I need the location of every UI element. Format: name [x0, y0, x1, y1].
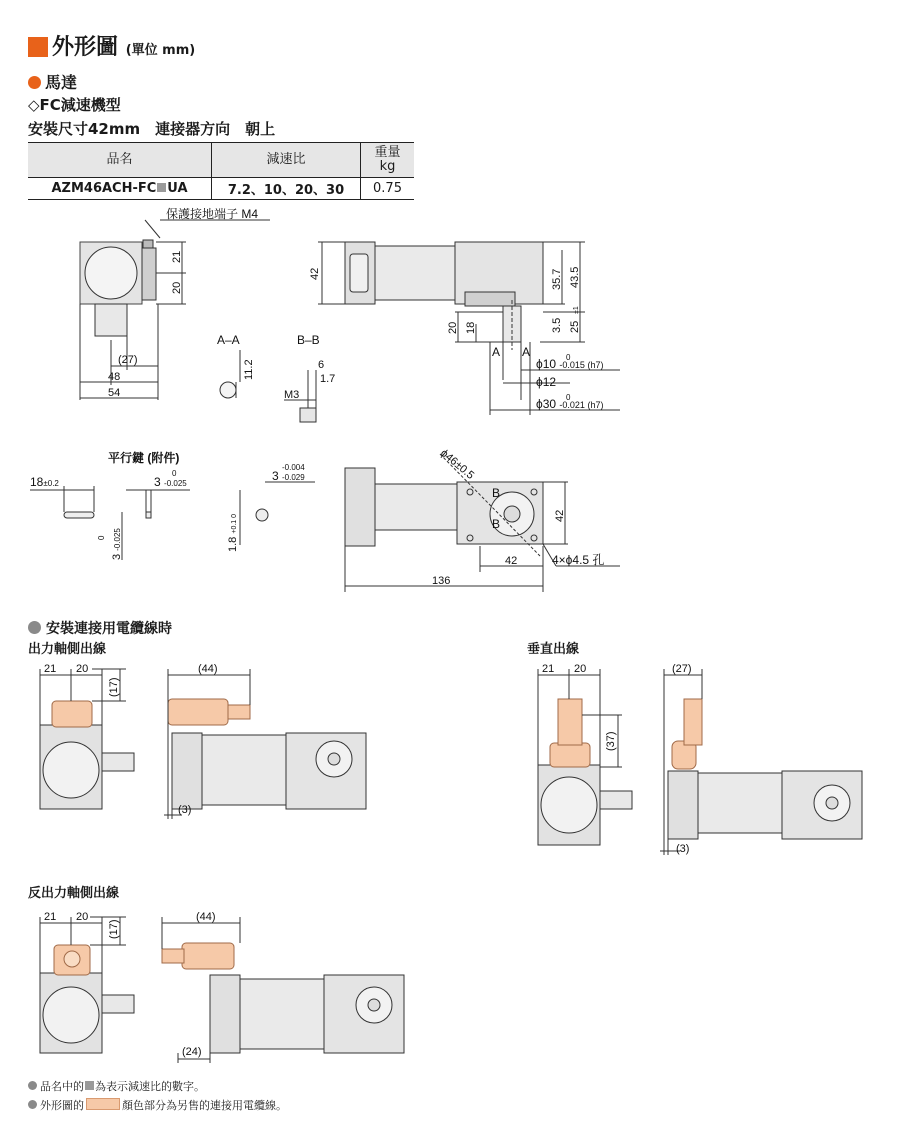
dim-phi30-tol0: 0: [566, 393, 571, 402]
parallel-key-label: 平行鍵 (附件): [108, 451, 180, 465]
gray-bullet-icon: [28, 1081, 37, 1090]
col-model: 品名: [28, 143, 212, 178]
vertical-front-drawing: [538, 669, 632, 845]
section-motor: 馬達: [28, 70, 77, 93]
col-ratio: 減速比: [212, 143, 361, 178]
page-title: 外形圖 (單位 mm): [28, 30, 195, 61]
dim-20-vertical: 20: [574, 663, 587, 675]
section-a-right: A: [522, 345, 531, 359]
gray-bullet-icon: [28, 1100, 37, 1109]
dim-key-3b: 3 -0.025: [111, 528, 123, 560]
model-cell: AZM46ACH-FC UA: [28, 178, 212, 200]
section-b-top: B: [492, 486, 501, 500]
key-section-bb: [300, 408, 316, 422]
dim-54: 54: [108, 387, 121, 399]
gear-type: ◇FC減速機型: [28, 96, 121, 114]
dim-phi10-tol0: 0: [566, 353, 571, 362]
dim-20: 20: [171, 281, 183, 294]
dim-1-7: 1.7: [320, 373, 336, 385]
cable-color-swatch: [86, 1098, 120, 1110]
dim-20-opposite: 20: [76, 911, 89, 923]
dim-44-opposite: (44): [196, 911, 216, 923]
orange-square-icon: [28, 37, 48, 57]
section-b-bottom: B: [492, 517, 501, 531]
placeholder-square-icon: [85, 1081, 94, 1090]
dim-18: 18: [465, 321, 477, 334]
dim-25-tol: ±1: [573, 306, 580, 314]
dim-37-vertical: (37): [605, 731, 617, 751]
dim-21-vertical: 21: [542, 663, 555, 675]
dim-shaft-3: 3: [272, 469, 279, 483]
cable-drawings: [0, 655, 900, 1075]
vertical-side-drawing: [660, 669, 862, 855]
dim-20-side: 20: [447, 321, 459, 334]
dim-3-5: 3.5: [551, 317, 563, 333]
dim-1-8: 1.8 +0.1 0: [227, 513, 239, 552]
shaft-end-view: [256, 509, 268, 521]
dim-17-output: (17): [108, 677, 120, 697]
spec-table: [28, 142, 414, 200]
dim-21: 21: [171, 250, 183, 263]
dim-3-output: (3): [178, 804, 192, 816]
dim-48: 48: [108, 371, 121, 383]
note-2: 外形圖的 顏色部分為另售的連接用電纜線。: [28, 1097, 287, 1113]
dim-42-flange-v: 42: [554, 509, 566, 522]
ratio-cell: 7.2、10、20、30: [212, 178, 361, 200]
dim-shaft-3-tol1: -0.004: [282, 463, 305, 472]
output-side-drawing: [164, 669, 366, 819]
dim-24-opposite: (24): [182, 1046, 202, 1058]
dim-shaft-3-tol2: -0.029: [282, 473, 305, 482]
table-row: [28, 178, 414, 200]
dim-key-3-tol0: 0: [172, 469, 177, 478]
section-cable: 安裝連接用電纜線時: [28, 618, 172, 638]
dim-21-output: 21: [44, 663, 57, 675]
dim-42-side: 42: [309, 267, 321, 280]
holes-label: 4×ϕ4.5 孔: [552, 553, 605, 567]
flange-view-drawing: [345, 454, 620, 592]
dim-phi12: ϕ12: [536, 375, 557, 389]
dim-43-5: 43.5: [569, 266, 581, 288]
motor-drawings: [0, 200, 900, 600]
note-1: 品名中的 為表示減速比的數字。: [28, 1078, 205, 1094]
shaft-section-aa: [220, 382, 236, 398]
dim-21-opposite: 21: [44, 911, 57, 923]
ground-terminal-label: 保護接地端子 M4: [166, 207, 259, 221]
install-spec: 安裝尺寸42mm 連接器方向 朝上: [28, 120, 276, 138]
dim-phi10: ϕ10 -0.015 (h7): [536, 357, 604, 371]
view-opposite: 反出力軸側出線: [28, 886, 120, 901]
dim-3-vertical: (3): [676, 843, 690, 855]
dim-phi30: ϕ30 -0.021 (h7): [536, 397, 604, 411]
section-a-left: A: [492, 345, 501, 359]
dim-11-2: 11.2: [243, 359, 255, 380]
dim-27-vertical: (27): [672, 663, 692, 675]
dim-42-flange: 42: [505, 555, 518, 567]
weight-cell: 0.75: [361, 178, 415, 200]
dim-key-18: 18±0.2: [30, 475, 59, 489]
key-end-view: [146, 512, 151, 518]
dim-27: (27): [118, 354, 138, 366]
orange-dot-icon: [28, 76, 41, 89]
view-vertical: 垂直出線: [527, 642, 580, 657]
dim-phi46: ϕ46±0.5: [438, 447, 477, 482]
section-bb-label: B–B: [297, 333, 320, 347]
gray-dot-icon: [28, 621, 41, 634]
dim-key-3b-tol0: 0: [97, 535, 106, 540]
dim-key-3: 3 -0.025: [154, 475, 187, 489]
opposite-side-drawing: [162, 917, 404, 1063]
dim-6: 6: [318, 359, 325, 371]
col-weight: 重量 kg: [361, 143, 415, 178]
m3-label: M3: [284, 389, 300, 401]
dim-136: 136: [432, 575, 451, 587]
dim-17-opposite: (17): [108, 919, 120, 939]
dim-20-output: 20: [76, 663, 89, 675]
section-aa-label: A–A: [217, 333, 240, 347]
placeholder-square-icon: [157, 183, 166, 192]
view-output-side: 出力軸側出線: [28, 642, 107, 657]
dim-44-output: (44): [198, 663, 218, 675]
dim-25: 25: [569, 320, 581, 333]
dim-35-7: 35.7: [551, 268, 563, 290]
unit-label: (單位 mm): [125, 43, 196, 58]
key-top-view: [64, 512, 94, 518]
